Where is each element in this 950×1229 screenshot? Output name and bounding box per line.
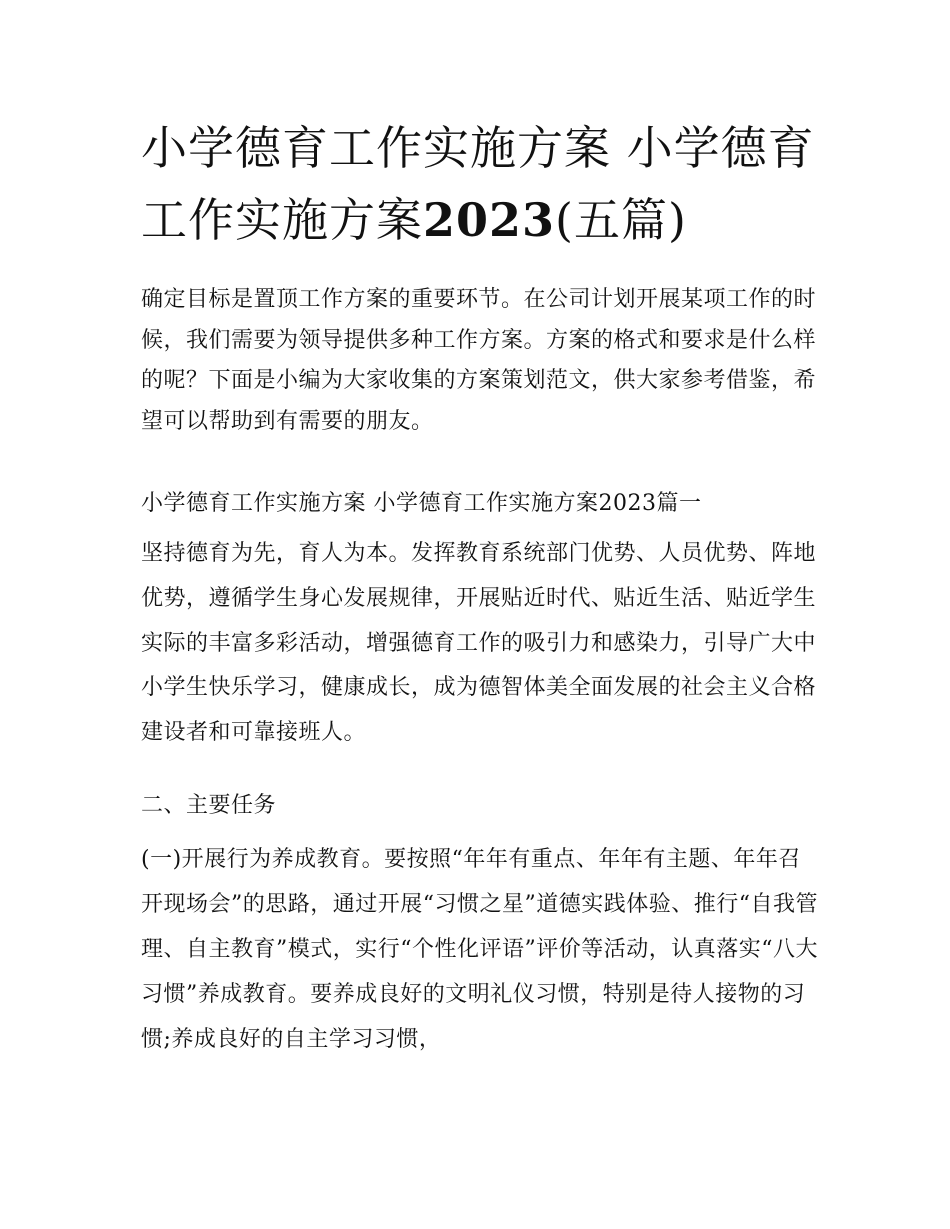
title-year: 2023: [423, 193, 556, 247]
document-title: [141, 112, 821, 256]
title-text-main: 小学德育工作实施方案 小学德育工作实施方案: [141, 121, 815, 247]
section-heading-2: 二、主要任务: [141, 793, 277, 818]
intro-paragraph: 确定目标是置顶工作方案的重要环节。在公司计划开展某项工作的时候，我们需要为领导提供多种工作方案。方案的格式和要求是什么样的呢？下面是小编为大家收集的方案策划范文，供大家参考借鉴，希望可以帮助到有需要的朋友。: [141, 287, 817, 434]
section-heading-1: 小学德育工作实施方案 小学德育工作实施方案2023篇一: [141, 491, 702, 516]
section-paragraph-2: (一)开展行为养成教育。要按照“年年有重点、年年有主题、年年召开现场会”的思路，通过开展“习惯之星”道德实践体验、推行“自我管理、自主教育”模式，实行“个性化评语”评价等活动，认真落实“八大习惯”养成教育。要养成良好的文明礼仪习惯，特别是待人接物的习惯;养成良好的自主学习习惯，: [141, 847, 818, 1052]
section-paragraph-1: 坚持德育为先，育人为本。发挥教育系统部门优势、人员优势、阵地优势，遵循学生身心发展规律，开展贴近时代、贴近生活、贴近学生实际的丰富多彩活动，增强德育工作的吸引力和感染力，引导广大中小学生快乐学习，健康成长，成为德智体美全面发展的社会主义合格建设者和可靠接班人。: [141, 541, 817, 746]
title-text-suffix: (五篇): [555, 193, 687, 247]
